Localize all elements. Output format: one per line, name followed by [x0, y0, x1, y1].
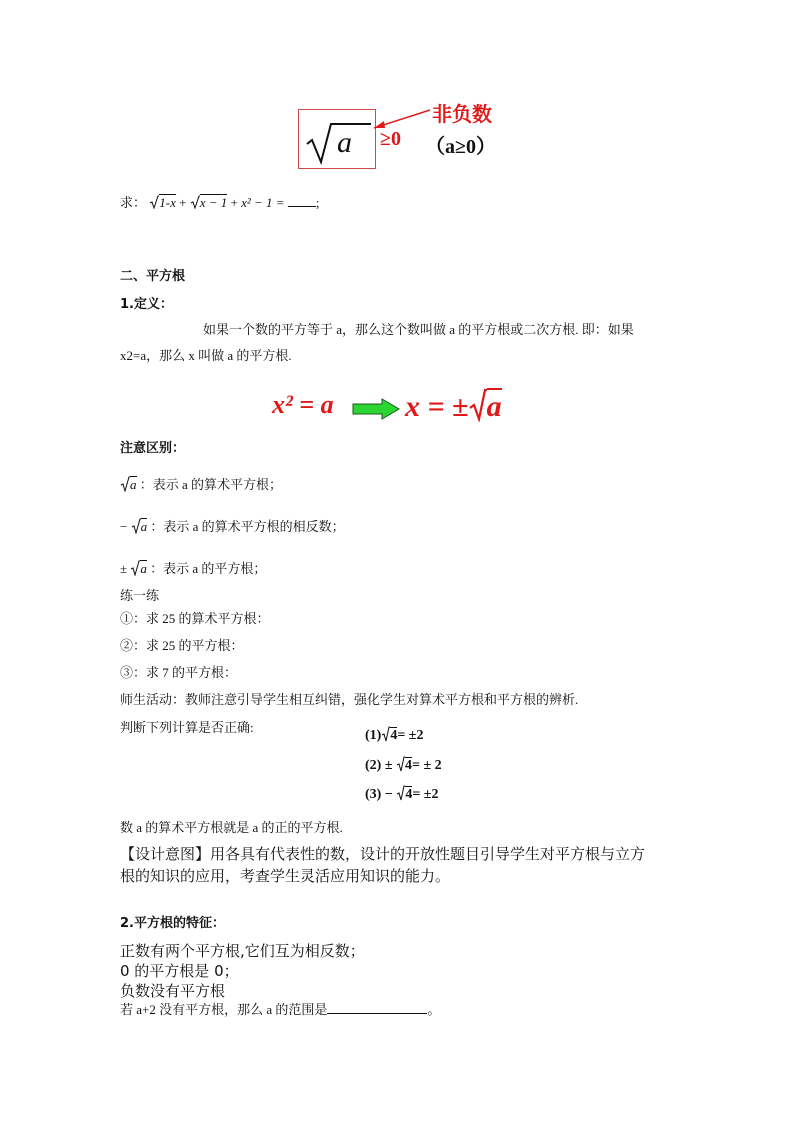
suffix: ; [315, 195, 320, 210]
calc-3-rest: = ±2 [412, 787, 439, 802]
sqrt-icon [190, 195, 200, 209]
calc-2-rest: = ± 2 [412, 758, 442, 773]
design-intent-line-1: 【设计意图】用各具有代表性的数，设计的开放性题目引导学生对平方根与立方 [120, 845, 646, 863]
callout-arrow [370, 104, 440, 134]
formula-left: x² = a [272, 390, 334, 419]
note-3-text: ：表示 a 的平方根； [150, 561, 267, 576]
sqrt-icon [131, 518, 141, 534]
plus-1: + [179, 195, 187, 210]
note-2-symbol: a [140, 519, 148, 534]
definition-text-2: x2=a，那么 x 叫做 a 的平方根. [120, 348, 292, 363]
sqrt-symbol [469, 388, 487, 422]
practice-q1: ①：求 25 的算术平方根： [120, 611, 270, 626]
notes-heading: 注意区别： [120, 441, 186, 456]
term-1: 1-x [159, 195, 176, 210]
formula-box [298, 109, 376, 169]
note-item-1 [120, 474, 282, 493]
exercise-expression [120, 192, 319, 211]
note-1-text: ：表示 a 的算术平方根； [139, 477, 283, 492]
calc-3 [365, 785, 438, 803]
features-heading: 2.平方根的特征： [120, 916, 225, 931]
answer-blank [288, 206, 316, 207]
features-line-4-end: 。 [427, 1002, 441, 1017]
note-2-text: ：表示 a 的算术平方根的相反数； [150, 519, 345, 534]
features-line-3: 负数没有平方根 [120, 982, 226, 1000]
condition: （a≥0） [425, 136, 496, 158]
note-item-2 [120, 516, 345, 535]
features-line-4 [120, 999, 440, 1018]
calc-1 [365, 726, 424, 744]
calc-1-radicand: 4 [390, 728, 398, 743]
calc-2-label: (2) ± [365, 758, 393, 773]
sqrt-icon [149, 195, 159, 209]
practice-title: 练一练 [120, 588, 160, 603]
section-heading: 二、平方根 [120, 269, 186, 284]
formula-right-prefix: x = ± [405, 390, 469, 423]
plus-2: + [230, 195, 238, 210]
practice-q2: ②：求 25 的平方根： [120, 638, 244, 653]
range-blank [327, 1013, 427, 1014]
activity-text: 师生活动：教师注意引导学生相互纠错，强化学生对算术平方根和平方根的辨析. [120, 692, 579, 707]
note-1-symbol: a [130, 477, 137, 492]
note-2-prefix: − [120, 519, 128, 534]
formula-right [405, 388, 502, 424]
calc-1-rest: = ±2 [397, 728, 424, 743]
term-3: x² − 1 = [241, 195, 285, 210]
exercise-prefix: 求： [120, 195, 147, 210]
calc-2 [365, 756, 442, 774]
sqrt-icon [381, 726, 390, 742]
statement-text: 数 a 的算术平方根就是 a 的正的平方根. [120, 820, 343, 835]
sqrt-icon [130, 560, 140, 576]
features-line-4-text: 若 a+2 没有平方根，那么 a 的范围是 [120, 1002, 328, 1017]
sqrt-icon [396, 785, 405, 801]
features-line-1: 正数有两个平方根,它们互为相反数； [120, 942, 365, 960]
calc-3-radicand: 4 [405, 787, 413, 802]
sqrt-icon [120, 476, 130, 492]
features-line-2: 0 的平方根是 0； [120, 962, 239, 980]
term-2: x − 1 [199, 195, 228, 210]
note-3-symbol: a [140, 561, 147, 576]
definition-text-1: 如果一个数的平方等于 a，那么这个数叫做 a 的平方根或二次方根. 即：如果 [203, 322, 634, 337]
geq-zero: ≥0 [380, 128, 401, 150]
design-intent-line-2: 根的知识的应用，考查学生灵活应用知识的能力。 [120, 867, 451, 885]
definition-heading: 1.定义： [120, 297, 173, 312]
judge-text: 判断下列计算是否正确: [120, 720, 254, 735]
sqrt-icon [396, 756, 405, 772]
note-3-prefix: ± [120, 561, 128, 576]
green-arrow-icon [352, 398, 400, 420]
calc-2-radicand: 4 [405, 758, 413, 773]
callout-label: 非负数 [432, 102, 492, 126]
radicand-a: a [337, 126, 352, 159]
calc-1-label: (1) [365, 728, 382, 743]
formula-right-radicand: a [486, 390, 502, 423]
note-item-3 [120, 558, 266, 577]
calc-3-label: (3) − [365, 787, 393, 802]
practice-q3: ③：求 7 的平方根： [120, 665, 238, 680]
